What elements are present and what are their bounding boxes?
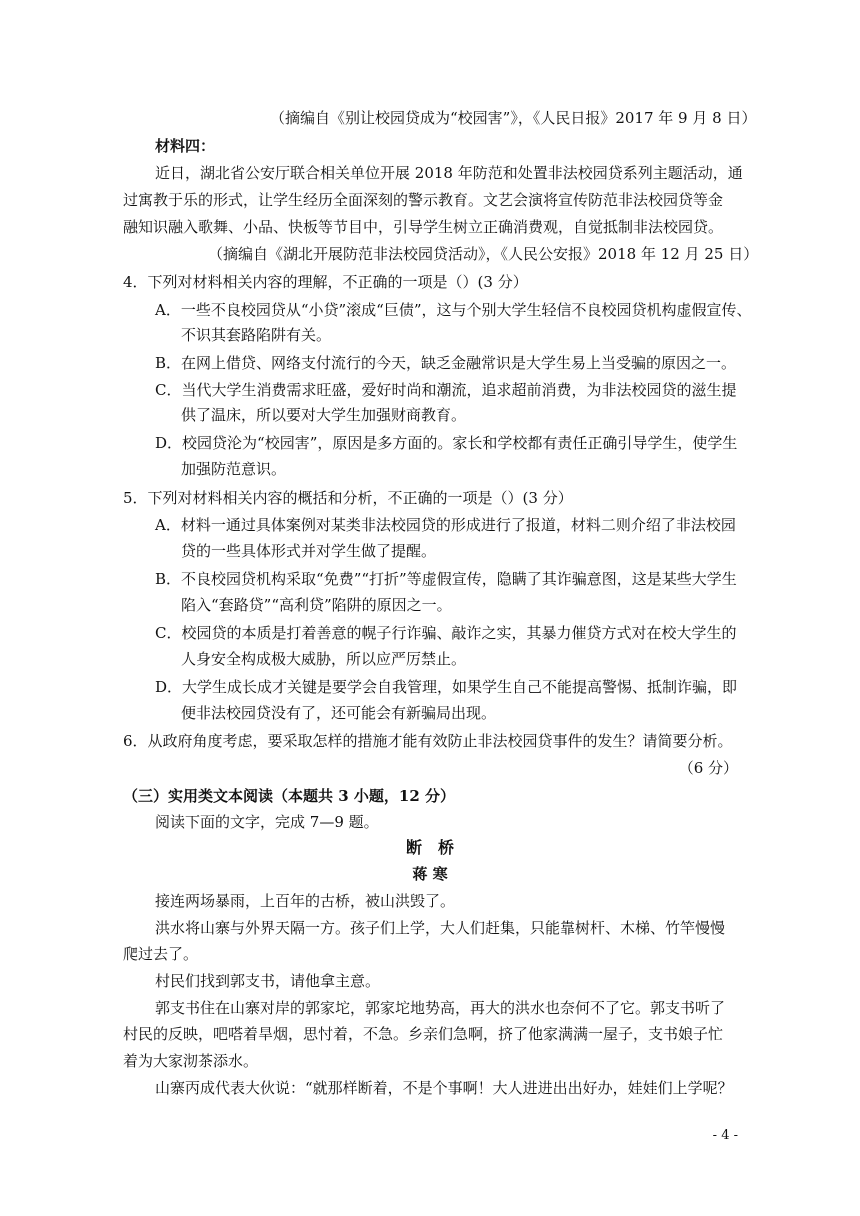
story-author: 蒋 寒 — [412, 865, 448, 883]
q6-stem: 6．从政府角度考虑，要采取怎样的措施才能有效防止非法校园贷事件的发生？请简要分析。 — [123, 732, 733, 750]
q5-option-a: A．材料一通过具体案例对某类非法校园贷的形成进行了报道，材料二则介绍了非法校园 — [155, 516, 736, 534]
q4-option-a-cont: 不识其套路陷阱有关。 — [181, 326, 332, 344]
q4-option-b: B．在网上借贷、网络支付流行的今天，缺乏金融常识是大学生易上当受骗的原因之一。 — [155, 354, 737, 372]
material4-heading: 材料四： — [155, 137, 216, 155]
story-paragraph: 郭支书住在山寨对岸的郭家坨，郭家坨地势高，再大的洪水也奈何不了它。郭支书听了 — [155, 999, 726, 1017]
q5-stem: 5．下列对材料相关内容的概括和分析，不正确的一项是（）(3 分） — [123, 489, 573, 507]
q5-option-c: C．校园贷的本质是打着善意的幌子行诈骗、敲诈之实，其暴力催贷方式对在校大学生的 — [155, 624, 737, 642]
q5-option-c-cont: 人身安全构成极大威胁，所以应严厉禁止。 — [181, 650, 467, 668]
q5-option-a-cont: 贷的一些具体形式并对学生做了提醒。 — [181, 542, 437, 560]
q5-option-d: D．大学生成长成才关键是要学会自我管理，如果学生自己不能提高警惕、抵制诈骗，即 — [155, 678, 738, 696]
section3-instruction: 阅读下面的文字，完成 7—9 题。 — [155, 813, 379, 831]
q4-option-d: D．校园贷沦为“校园害”，原因是多方面的。家长和学校都有责任正确引导学生，使学生 — [155, 434, 738, 452]
q4-stem: 4．下列对材料相关内容的理解，不正确的一项是（）(3 分） — [123, 273, 528, 291]
material4-line: 融知识融入歌舞、小品、快板等节目中，引导学生树立正确消费观，自觉抵制非法校园贷。 — [123, 218, 724, 236]
story-paragraph-cont: 着为大家沏茶添水。 — [123, 1052, 259, 1070]
q4-option-a: A．一些不良校园贷从“小贷”滚成“巨债”，这与个别大学生轻信不良校园贷机构虚假宣传、 — [155, 301, 752, 319]
q4-option-d-cont: 加强防范意识。 — [181, 460, 287, 478]
material4-line: 近日，湖北省公安厅联合相关单位开展 2018 年防范和处置非法校园贷系列主题活动，通 — [155, 164, 743, 182]
story-paragraph: 接连两场暴雨，上百年的古桥，被山洪毁了。 — [155, 892, 456, 910]
page-number: - 4 - — [712, 1128, 738, 1143]
q4-option-c: C．当代大学生消费需求旺盛，爱好时尚和潮流，追求超前消费，为非法校园贷的滋生提 — [155, 381, 737, 399]
story-paragraph-cont: 爬过去了。 — [123, 945, 199, 963]
story-title: 断 桥 — [405, 838, 454, 857]
q5-option-d-cont: 便非法校园贷没有了，还可能会有新骗局出现。 — [181, 704, 497, 722]
story-paragraph: 洪水将山寨与外界天隔一方。孩子们上学，大人们赶集，只能靠树杆、木梯、竹竿慢慢 — [155, 919, 726, 937]
story-paragraph: 村民们找到郭支书，请他拿主意。 — [155, 972, 381, 990]
q5-option-b-cont: 陷入“套路贷”“高利贷”陷阱的原因之一。 — [181, 596, 452, 614]
story-paragraph-cont: 村民的反映，吧嗒着旱烟，思忖着，不急。乡亲们急啊，挤了他家满满一屋子，支书娘子忙 — [123, 1025, 724, 1043]
q6-score: （6 分） — [678, 759, 738, 777]
material3-source: （摘编自《别让校园贷成为“校园害”》，《人民日报》2017 年 9 月 8 日） — [270, 109, 757, 127]
q4-option-c-cont: 供了温床，所以要对大学生加强财商教育。 — [181, 406, 467, 424]
story-paragraph: 山寨丙成代表大伙说：“就那样断着，不是个事啊！大人进进出出好办，娃娃们上学呢？ — [155, 1079, 733, 1097]
q5-option-b: B．不良校园贷机构采取“免费”“打折”等虚假宣传，隐瞒了其诈骗意图，这是某些大学生 — [155, 570, 737, 588]
material4-source: （摘编自《湖北开展防范非法校园贷活动》，《人民公安报》2018 年 12 月 25 日） — [208, 245, 759, 263]
section3-heading: （三）实用类文本阅读（本题共 3 小题，12 分） — [123, 787, 455, 805]
material4-line: 过寓教于乐的形式，让学生经历全面深刻的警示教育。文艺会演将宣传防范非法校园贷等金 — [123, 191, 724, 209]
